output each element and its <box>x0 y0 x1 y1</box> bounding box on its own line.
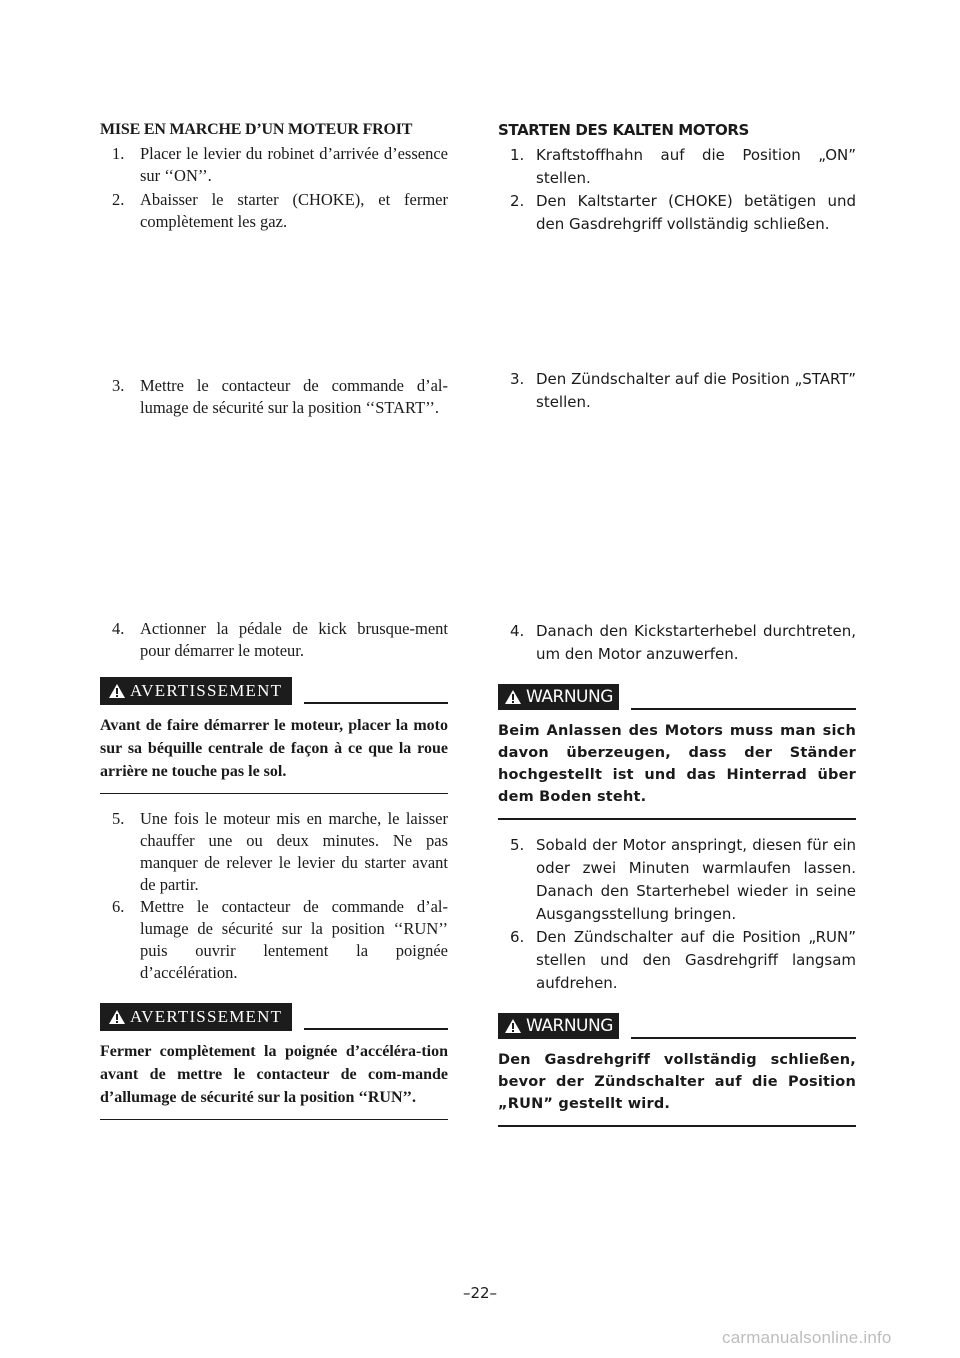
de-step-num: 1. <box>510 146 525 164</box>
de-step-text: Danach den Kickstarterhebel durchtreten, um den Motor anzuwerfen. <box>536 622 856 663</box>
fr-warning-2 <box>100 1002 448 1120</box>
fr-step-1 <box>100 143 448 187</box>
page-number: –22– <box>462 1284 498 1302</box>
fr-block-2 <box>100 375 448 419</box>
fr-step-5 <box>100 808 448 896</box>
de-warning-rule <box>498 1125 856 1127</box>
fr-warning-badge <box>100 677 292 705</box>
de-step-text: Den Kaltstarter (CHOKE) betätigen und den Gasdrehgriff vollständig schließen. <box>536 192 856 233</box>
fr-warning-text: Avant de faire démarrer le moteur, placer la moto sur sa béquille centrale de façon à ce que la roue arrière ne touche pas le sol. <box>100 717 448 780</box>
fr-warning-1 <box>100 676 448 794</box>
fr-warning-rule <box>100 1119 448 1120</box>
de-heading: STARTEN DES KALTEN MOTORS <box>498 121 749 139</box>
de-step-num: 2. <box>510 192 525 210</box>
fr-step-2 <box>100 189 448 233</box>
de-warning-line <box>631 1037 856 1039</box>
fr-step-num: 4. <box>112 619 125 638</box>
fr-step-text: Mettre le contacteur de commande d’al-lumage de sécurité sur la position ‘‘RUN’’ puis ouvrir lentement la poignée d’accélération. <box>140 897 448 982</box>
fr-warning-label: AVERTISSEMENT <box>130 681 283 700</box>
fr-warning-line <box>304 702 448 704</box>
fr-step-text: Placer le levier du robinet d’arrivée d’essence sur ‘‘ON’’. <box>140 144 448 185</box>
fr-block-3 <box>100 618 448 1120</box>
de-step-text: Kraftstoffhahn auf die Position „ON” stellen. <box>536 146 856 187</box>
fr-warning-header <box>100 676 448 706</box>
fr-step-text: Abaisser le starter (CHOKE), et fermer complètement les gaz. <box>140 190 448 231</box>
de-step-num: 5. <box>510 836 525 854</box>
de-step-num: 3. <box>510 370 525 388</box>
de-step-3 <box>498 368 856 414</box>
fr-step-3 <box>100 375 448 419</box>
fr-warning-text: Fermer complètement la poignée d’accéléra-tion avant de mettre le contacteur de com-mande d’allumage de sécurité sur la position ‘‘RUN’’. <box>100 1043 448 1106</box>
de-warning-header <box>498 682 856 712</box>
fr-step-num: 6. <box>112 897 125 916</box>
de-step-2 <box>498 190 856 236</box>
de-warning-badge <box>498 1013 619 1039</box>
de-step-text: Den Zündschalter auf die Position „START” stellen. <box>536 370 856 411</box>
de-warning-rule <box>498 818 856 820</box>
fr-warning-line <box>304 1028 448 1030</box>
fr-step-6 <box>100 896 448 984</box>
fr-warning-label: AVERTISSEMENT <box>130 1007 283 1026</box>
fr-step-text: Une fois le moteur mis en marche, le laisser chauffer une ou deux minutes. Ne pas manquer de relever le levier du starter avant de partir. <box>140 809 448 894</box>
de-step-4 <box>498 620 856 666</box>
fr-warning-header <box>100 1002 448 1032</box>
warning-triangle-icon <box>108 1009 126 1025</box>
fr-warning-rule <box>100 793 448 794</box>
de-step-1 <box>498 144 856 190</box>
de-warning-2 <box>498 1011 856 1127</box>
fr-step-text: Mettre le contacteur de commande d’al-lumage de sécurité sur la position ‘‘START’’. <box>140 376 448 417</box>
warning-triangle-icon <box>108 683 126 699</box>
fr-step-num: 1. <box>112 144 125 163</box>
watermark: carmanualsonline.info <box>722 1328 892 1347</box>
fr-warning-badge <box>100 1003 292 1031</box>
de-warning-text: Den Gasdrehgriff vollständig schließen, bevor der Zündschalter auf die Position „RUN” gestellt wird. <box>498 1052 856 1112</box>
warning-triangle-icon <box>504 689 522 705</box>
fr-block-1 <box>100 119 448 233</box>
de-step-text: Sobald der Motor anspringt, diesen für ein oder zwei Minuten warmlaufen lassen. Danach den Starterhebel wieder in seine Ausgangsstellung bringen. <box>536 836 856 923</box>
fr-heading: MISE EN MARCHE D’UN MOTEUR FROIT <box>100 121 413 138</box>
de-step-num: 4. <box>510 622 525 640</box>
de-step-6 <box>498 926 856 995</box>
de-step-num: 6. <box>510 928 525 946</box>
de-warning-badge <box>498 684 619 710</box>
de-block-1 <box>498 119 856 236</box>
de-step-text: Den Zündschalter auf die Position „RUN” stellen und den Gasdrehgriff langsam aufdrehen. <box>536 928 856 992</box>
fr-step-text: Actionner la pédale de kick brusque-ment pour démarrer le moteur. <box>140 619 448 660</box>
warning-triangle-icon <box>504 1018 522 1034</box>
de-warning-header <box>498 1011 856 1041</box>
de-warning-label: WARNUNG <box>526 686 613 707</box>
de-warning-label: WARNUNG <box>526 1015 613 1036</box>
fr-step-num: 2. <box>112 190 125 209</box>
de-warning-text: Beim Anlassen des Motors muss man sich davon überzeugen, dass der Ständer hochgestellt ist und das Hinterrad über dem Boden steht. <box>498 723 856 805</box>
de-step-5 <box>498 834 856 926</box>
fr-step-num: 5. <box>112 809 125 828</box>
de-block-2 <box>498 368 856 414</box>
de-block-3 <box>498 620 856 1127</box>
de-warning-1 <box>498 682 856 820</box>
fr-step-num: 3. <box>112 376 125 395</box>
de-warning-line <box>631 708 856 710</box>
fr-step-4 <box>100 618 448 662</box>
